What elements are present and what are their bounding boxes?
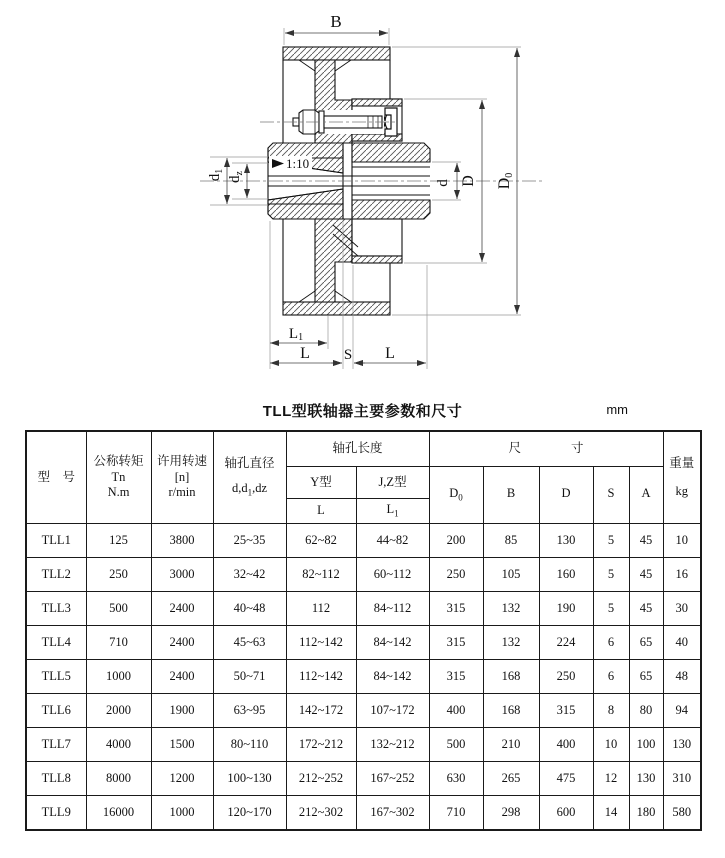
cell: 12 — [593, 762, 629, 796]
cell: 94 — [663, 694, 701, 728]
cell: 710 — [429, 796, 483, 831]
col-header-speed: 许用转速 [n] r/min — [151, 431, 213, 524]
cell: 6 — [593, 660, 629, 694]
cell: 130 — [663, 728, 701, 762]
cell: 1000 — [151, 796, 213, 831]
taper-label: 1:10 — [286, 156, 310, 171]
right-hub-flange-bottom — [352, 200, 430, 219]
cell: TLL7 — [26, 728, 86, 762]
dim-label-b: B — [330, 12, 342, 31]
cell: 8000 — [86, 762, 151, 796]
cell: 250 — [429, 558, 483, 592]
cell: TLL1 — [26, 524, 86, 558]
col-header-y-type: Y型 — [286, 467, 356, 499]
table-row — [26, 728, 701, 762]
cell: 10 — [593, 728, 629, 762]
cell: 1500 — [151, 728, 213, 762]
cell: 25~35 — [213, 524, 286, 558]
cell: 120~170 — [213, 796, 286, 831]
cell: 315 — [429, 592, 483, 626]
cell: 32~42 — [213, 558, 286, 592]
cell: 45 — [629, 592, 663, 626]
cell: 8 — [593, 694, 629, 728]
cell: 224 — [539, 626, 593, 660]
cell: 132 — [483, 592, 539, 626]
parameters-table — [25, 430, 702, 831]
right-hub-flange-top — [352, 143, 430, 162]
col-header-bore-diameter: 轴孔直径 $d,d_1,dz$ — [213, 431, 286, 524]
cell: 65 — [629, 626, 663, 660]
brake-wheel-rim-top — [283, 47, 390, 60]
table-row — [26, 694, 701, 728]
col-header-a: A — [629, 467, 663, 524]
cell: 5 — [593, 558, 629, 592]
dim-label-d0: D0 — [496, 172, 515, 190]
cell: 100~130 — [213, 762, 286, 796]
cell: 1900 — [151, 694, 213, 728]
table-row — [26, 558, 701, 592]
cell: 315 — [429, 660, 483, 694]
cell: 105 — [483, 558, 539, 592]
cell: 3000 — [151, 558, 213, 592]
cell: 130 — [539, 524, 593, 558]
cell: 50~71 — [213, 660, 286, 694]
table-row — [26, 524, 701, 558]
cell: 100 — [629, 728, 663, 762]
cell: 168 — [483, 694, 539, 728]
table-title: TLL型联轴器主要参数和尺寸 — [262, 403, 463, 420]
table-row — [26, 796, 701, 831]
cell: 212~252 — [286, 762, 356, 796]
table-row — [26, 626, 701, 660]
cell: 84~112 — [356, 592, 429, 626]
left-hub-flange-bottom — [268, 204, 343, 219]
cell: 14 — [593, 796, 629, 831]
cell: 112~142 — [286, 626, 356, 660]
coupling-figure — [0, 0, 725, 396]
cell: 265 — [483, 762, 539, 796]
cell: 212~302 — [286, 796, 356, 831]
cell: 298 — [483, 796, 539, 831]
cell: 142~172 — [286, 694, 356, 728]
cell: TLL9 — [26, 796, 86, 831]
cell: 630 — [429, 762, 483, 796]
cell: 190 — [539, 592, 593, 626]
dim-label-l-right: L — [385, 345, 395, 362]
col-header-weight: 重量 kg — [663, 431, 701, 524]
table-row — [26, 660, 701, 694]
cell: 168 — [483, 660, 539, 694]
cell: TLL2 — [26, 558, 86, 592]
cell: 132~212 — [356, 728, 429, 762]
cell: 160 — [539, 558, 593, 592]
cell: 125 — [86, 524, 151, 558]
cell: 2400 — [151, 592, 213, 626]
col-header-size: 尺 寸 — [429, 431, 663, 467]
cell: 45 — [629, 558, 663, 592]
cell: 85 — [483, 524, 539, 558]
col-header-d0: $D_0$ — [429, 467, 483, 524]
cell: 6 — [593, 626, 629, 660]
table-body — [26, 524, 701, 831]
cell: 16000 — [86, 796, 151, 831]
cell: 580 — [663, 796, 701, 831]
col-header-l: L — [286, 499, 356, 524]
right-hub-step — [352, 219, 402, 256]
cell: 44~82 — [356, 524, 429, 558]
cell: TLL8 — [26, 762, 86, 796]
col-header-jz-type: J,Z型 — [356, 467, 429, 499]
cell: 5 — [593, 524, 629, 558]
cell: 400 — [429, 694, 483, 728]
cell: 210 — [483, 728, 539, 762]
cell: 475 — [539, 762, 593, 796]
cell: 310 — [663, 762, 701, 796]
cell: 2000 — [86, 694, 151, 728]
cell: 84~142 — [356, 660, 429, 694]
cell: 250 — [86, 558, 151, 592]
dim-label-d: d — [435, 179, 451, 187]
cell: 40 — [663, 626, 701, 660]
dim-label-l-left: L — [300, 345, 310, 362]
cell: 200 — [429, 524, 483, 558]
cell: 180 — [629, 796, 663, 831]
cell: 40~48 — [213, 592, 286, 626]
cell: 500 — [86, 592, 151, 626]
cell: 167~252 — [356, 762, 429, 796]
col-header-l1: $L_1$ — [356, 499, 429, 524]
table-row — [26, 592, 701, 626]
cell: 172~212 — [286, 728, 356, 762]
col-header-b: B — [483, 467, 539, 524]
cell: 10 — [663, 524, 701, 558]
cell: TLL3 — [26, 592, 86, 626]
cell: 167~302 — [356, 796, 429, 831]
dim-label-s: S — [343, 347, 353, 363]
col-header-s: S — [593, 467, 629, 524]
cell: 5 — [593, 592, 629, 626]
unit-label: mm — [606, 402, 628, 417]
cell: 400 — [539, 728, 593, 762]
cell: 82~112 — [286, 558, 356, 592]
cell: 80 — [629, 694, 663, 728]
cell: 3800 — [151, 524, 213, 558]
cell: 710 — [86, 626, 151, 660]
cell: 60~112 — [356, 558, 429, 592]
brake-wheel-web-bottom — [315, 219, 352, 302]
coupling-drawing — [0, 0, 725, 396]
cell: 2400 — [151, 626, 213, 660]
cell: 112~142 — [286, 660, 356, 694]
col-header-bore-length: 轴孔长度 — [286, 431, 429, 467]
cell: 500 — [429, 728, 483, 762]
cell: 107~172 — [356, 694, 429, 728]
cell: 80~110 — [213, 728, 286, 762]
cell: TLL4 — [26, 626, 86, 660]
cell: 84~142 — [356, 626, 429, 660]
cell: 45 — [629, 524, 663, 558]
cell: TLL6 — [26, 694, 86, 728]
cell: 2400 — [151, 660, 213, 694]
cell: 65 — [629, 660, 663, 694]
cell: 1200 — [151, 762, 213, 796]
col-header-d: D — [539, 467, 593, 524]
cell: 45~63 — [213, 626, 286, 660]
cell: 130 — [629, 762, 663, 796]
cell: 48 — [663, 660, 701, 694]
cell: 112 — [286, 592, 356, 626]
table-row — [26, 762, 701, 796]
dim-label-l1: L1 — [288, 326, 304, 343]
cell: 600 — [539, 796, 593, 831]
cell: 250 — [539, 660, 593, 694]
col-header-torque: 公称转矩 Tn N.m — [86, 431, 151, 524]
dim-label-dz: $d_z$ — [227, 171, 245, 183]
cell: 315 — [429, 626, 483, 660]
dim-label-d-cap: D — [460, 175, 477, 187]
dim-label-d1: $d_1$ — [207, 168, 225, 182]
cell: 30 — [663, 592, 701, 626]
right-hub-step-band — [352, 256, 402, 263]
cell: 315 — [539, 694, 593, 728]
brake-wheel-rim-bottom — [283, 302, 390, 315]
cell: 16 — [663, 558, 701, 592]
table-title-row — [25, 400, 700, 424]
cell: 62~82 — [286, 524, 356, 558]
cell: 4000 — [86, 728, 151, 762]
cell: 132 — [483, 626, 539, 660]
cell: 63~95 — [213, 694, 286, 728]
col-header-model: 型 号 — [26, 431, 86, 524]
cell: TLL5 — [26, 660, 86, 694]
cell: 1000 — [86, 660, 151, 694]
